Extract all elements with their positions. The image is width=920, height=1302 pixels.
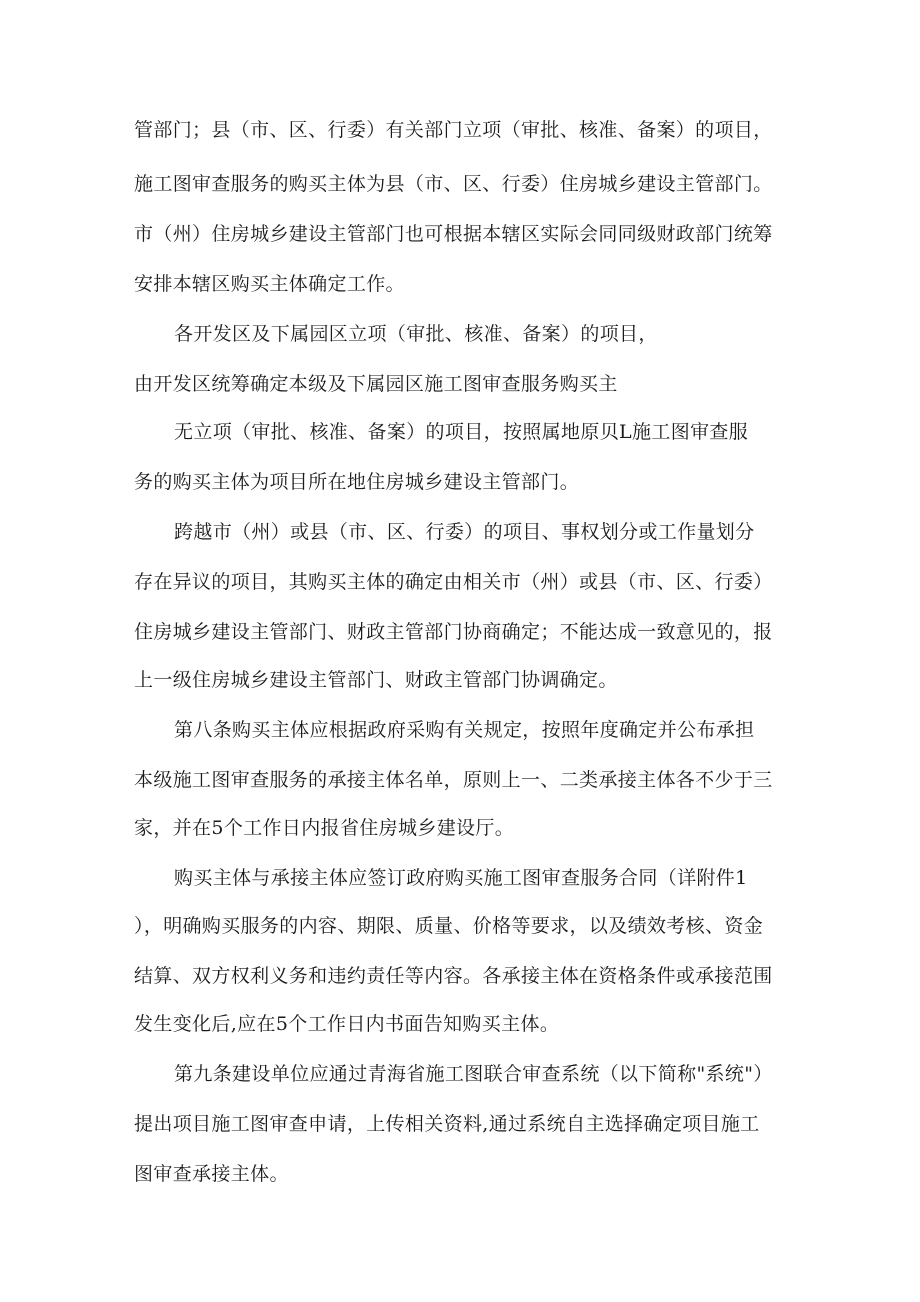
text-line: 上一级住房城乡建设主管部门、财政主管部门协调确定。	[134, 669, 618, 691]
text-line: 安排本辖区购买主体确定工作。	[134, 273, 405, 295]
text-line: 务的购买主体为项目所在地住房城乡建设主管部门。	[134, 471, 580, 493]
text-line: ），明确购买服务的内容、期限、质量、价格等要求，以及绩效考核、资金	[134, 915, 764, 937]
text-line: 第九条建设单位应通过青海省施工图联合审查系统（以下简称"系统"）	[174, 1063, 773, 1085]
text-line: 本级施工图审查服务的承接主体名单，原则上一、二类承接主体各不少于三	[134, 769, 773, 791]
text-line: 第八条购买主体应根据政府采购有关规定，按照年度确定并公布承担	[174, 719, 755, 741]
text-line: 由开发区统筹确定本级及下属园区施工图审查服务购买主	[134, 373, 618, 395]
text-line: 各开发区及下属园区立项（审批、核准、备案）的项目，	[174, 323, 658, 345]
text-line: 住房城乡建设主管部门、财政主管部门协商确定；不能达成一致意见的，报	[134, 621, 773, 643]
text-line: 结算、双方权利义务和违约责任等内容。各承接主体在资格条件或承接范围	[134, 965, 773, 987]
text-line: 家，并在5个工作日内报省住房城乡建设厅。	[134, 817, 515, 839]
text-line: 无立项（审批、核准、备案）的项目，按照属地原贝L施工图审查服	[174, 421, 749, 443]
text-line: 提出项目施工图审查申请，上传相关资料,通过系统自主选择确定项目施工	[134, 1113, 760, 1135]
text-line: 管部门；县（市、区、行委）有关部门立项（审批、核准、备案）的项目，	[134, 119, 773, 141]
text-line: 发生变化后,应在5个工作日内书面告知购买主体。	[134, 1013, 560, 1035]
text-line: 市（州）住房城乡建设主管部门也可根据本辖区实际会同同级财政部门统筹	[134, 223, 773, 245]
text-line: 图审查承接主体。	[134, 1163, 289, 1185]
text-line: 购买主体与承接主体应签订政府购买施工图审查服务合同（详附件1	[174, 867, 748, 889]
text-line: 施工图审查服务的购买主体为县（市、区、行委）住房城乡建设主管部门。	[134, 173, 773, 195]
text-line: 存在异议的项目，其购买主体的确定由相关市（州）或县（市、区、行委）	[134, 571, 773, 593]
text-line: 跨越市（州）或县（市、区、行委）的项目、事权划分或工作量划分	[174, 521, 755, 543]
